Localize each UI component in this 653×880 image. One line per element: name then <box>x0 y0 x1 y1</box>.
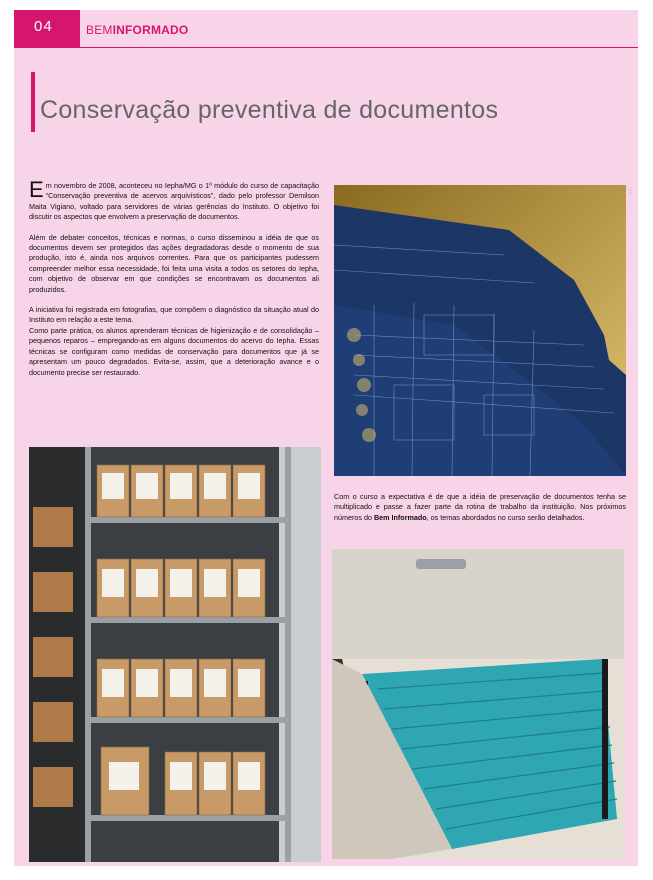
drop-cap: E <box>29 177 44 202</box>
article-caption <box>334 492 626 523</box>
archive-shelves-photo <box>29 447 321 862</box>
paragraph-1-text: m novembro de 2008, aconteceu no Iepha/MG o 1º módulo do curso de capacitação “Conservação preventiva de acervos arquivísticos”, dado pelo professor Demilson Maita Vigiano, voltado para servidores de várias gerências do Instituto. O objetivo foi discutir os aspectos que envolvem a preservação de documentos. <box>29 181 319 222</box>
article-title: Conservação preventiva de documentos <box>40 96 499 124</box>
article-paragraph-1 <box>29 177 319 223</box>
drawer-illustration <box>332 549 624 859</box>
caption-part2: , os temas abordados no curso serão detalhados. <box>426 512 585 522</box>
page-number: 04 <box>34 18 53 35</box>
shelves-illustration <box>29 447 321 862</box>
magazine-name-part2: INFORMADO <box>112 23 189 37</box>
photo-credit: ···· <box>627 188 633 195</box>
blueprint-illustration <box>334 185 626 476</box>
caption-bold-name: Bem Informado <box>373 512 427 522</box>
article-body <box>29 177 319 388</box>
page-number-tab <box>14 10 80 48</box>
magazine-page <box>14 10 638 866</box>
magazine-name-part1: BEM <box>86 23 113 37</box>
header-rule <box>80 47 638 48</box>
caption-part1: Com o curso a expectativa é de que a idéia de preservação de documentos tenha se multiplicado e passe a fazer parte da rotina de trabalho da instituição. Nos próximos números do <box>334 492 626 522</box>
title-accent-bar <box>31 72 35 132</box>
article-paragraph-3: A iniciativa foi registrada em fotografias, que compõem o diagnóstico da situação atual do Instituto em relação a este tema. <box>29 305 319 325</box>
filing-drawer-photo <box>332 549 624 859</box>
blueprint-photo <box>334 185 626 476</box>
magazine-name <box>86 23 188 37</box>
article-paragraph-2: Além de debater conceitos, técnicas e normas, o curso disseminou a idéia de que os documentos devem ser protegidos das ações degradadoras desde o momento de sua produção, isto é, ainda nos arquivos correntes. Para que os participantes pudessem compreender melhor essa necessidade, foi feita uma visita a todos os setores do Iepha, com objetivo de observar em que condições se encontravam os documentos ali produzidos. <box>29 232 319 294</box>
article-paragraph-4: Como parte prática, os alunos aprenderam técnicas de higienização e de consolidação – pequenos reparos – empregando-as em alguns documentos do acervo do Iepha. Essas técnicas se configuram como medidas de conservação para documentos que já se apresentam um pouco degradados. Evita-se, assim, que a deterioração avance e o documento precise ser restaurado. <box>29 325 319 377</box>
